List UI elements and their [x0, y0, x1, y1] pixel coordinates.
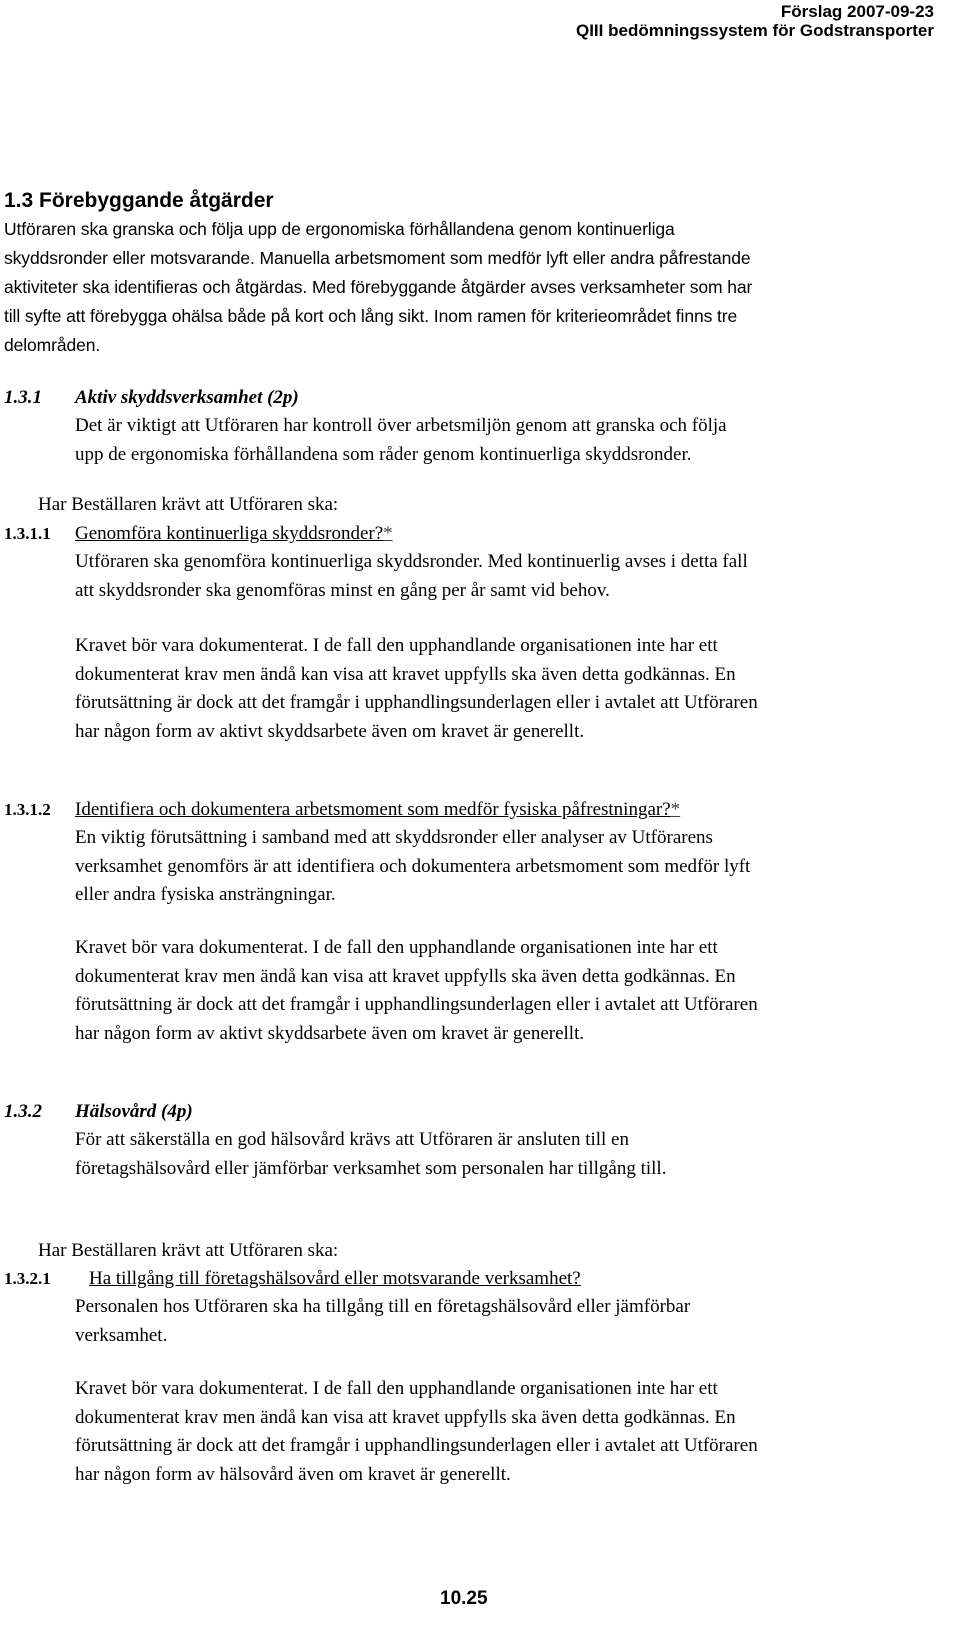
body-line: Personalen hos Utföraren ska ha tillgång till en företagshälsovård eller jämförbar	[75, 1296, 691, 1317]
body-line: verksamhet.	[75, 1324, 168, 1346]
body-line: upp de ergonomiska förhållandena som råder genom kontinuerliga skyddsronder.	[75, 443, 692, 465]
body-line: har någon form av aktivt skyddsarbete även om kravet är generellt.	[75, 720, 585, 742]
header-title: QIII bedömningssystem för Godstransporter	[575, 21, 934, 40]
requirement-2-text	[75, 824, 750, 910]
page-number: 10.25	[440, 1588, 488, 1609]
body-line: har någon form av hälsovård även om kravet är generellt.	[75, 1463, 511, 1485]
requirement-1-3-1-2	[4, 796, 681, 825]
body-line: att skyddsronder ska genomföras minst en gång per år samt vid behov.	[75, 579, 610, 601]
requirement-1-text	[75, 548, 748, 605]
requirement-title: Genomföra kontinuerliga skyddsronder?	[75, 523, 384, 544]
intro-line: skyddsronder eller motsvarande. Manuella arbetsmoment som medför lyft eller andra påfrestande	[4, 248, 751, 268]
body-line: verksamhet genomförs är att identifiera och dokumentera arbetsmoment som medför lyft	[75, 855, 751, 877]
body-line: företagshälsovård eller jämförbar verksamhet som personalen har tillgång till.	[75, 1157, 667, 1179]
body-line: En viktig förutsättning i samband med att skyddsronder eller analyser av Utförarens	[75, 827, 713, 848]
requirement-star: *	[670, 799, 681, 820]
requirement-1-doc	[75, 632, 758, 746]
subsection-heading-1	[4, 384, 299, 413]
question-intro-1: Har Beställaren krävt att Utföraren ska:	[38, 494, 339, 515]
requirement-number: 1.3.1.1	[4, 524, 51, 543]
body-line: Det är viktigt att Utföraren har kontroll över arbetsmiljön genom att granska och följa	[75, 415, 727, 436]
requirement-title: Identifiera och dokumentera arbetsmoment som medför fysiska påfrestningar?	[75, 799, 671, 820]
requirement-3-doc	[75, 1375, 758, 1489]
body-line: eller andra fysiska ansträngningar.	[75, 884, 336, 905]
body-line: dokumenterat krav men ändå kan visa att kravet uppfylls ska även detta godkännas. En	[75, 965, 736, 987]
body-line: Utföraren ska genomföra kontinuerliga skyddsronder. Med kontinuerlig avses i detta fall	[75, 551, 748, 572]
body-line: förutsättning är dock att det framgår i upphandlingsunderlagen eller i avtalet att Utföraren	[75, 692, 758, 713]
body-line: dokumenterat krav men ändå kan visa att kravet uppfylls ska även detta godkännas. En	[75, 663, 736, 685]
body-line: förutsättning är dock att det framgår i upphandlingsunderlagen eller i avtalet att Utföraren	[75, 1435, 758, 1456]
subsection-title: Aktiv skyddsverksamhet (2p)	[75, 387, 299, 408]
header-date: Förslag 2007-09-23	[780, 2, 934, 21]
requirement-number: 1.3.1.2	[4, 800, 51, 819]
question-intro-2: Har Beställaren krävt att Utföraren ska:	[38, 1240, 339, 1261]
body-line: För att säkerställa en god hälsovård krävs att Utföraren är ansluten till en	[75, 1129, 629, 1150]
section-heading: 1.3 Förebyggande åtgärder	[4, 189, 274, 212]
body-line: Kravet bör vara dokumenterat. I de fall den upphandlande organisationen inte har ett	[75, 937, 718, 958]
intro-line: aktiviteter ska identifieras och åtgärdas. Med förebyggande åtgärder avses verksamheter som har	[4, 277, 753, 297]
section-intro	[4, 215, 954, 360]
body-line: Kravet bör vara dokumenterat. I de fall den upphandlande organisationen inte har ett	[75, 1378, 718, 1399]
subsection-title: Hälsovård (4p)	[75, 1101, 193, 1122]
subsection-number: 1.3.1	[4, 387, 42, 408]
subsection-2-text	[75, 1126, 666, 1183]
body-line: har någon form av aktivt skyddsarbete även om kravet är generellt.	[75, 1022, 585, 1044]
requirement-1-3-1-1	[4, 520, 393, 549]
requirement-star: *	[383, 523, 393, 544]
body-line: förutsättning är dock att det framgår i upphandlingsunderlagen eller i avtalet att Utföraren	[75, 994, 758, 1015]
intro-line: delområden.	[4, 335, 101, 355]
requirement-2-doc	[75, 934, 758, 1048]
requirement-number: 1.3.2.1	[4, 1269, 51, 1288]
requirement-1-3-2-1	[4, 1265, 581, 1294]
subsection-1-text	[75, 412, 727, 469]
requirement-3-text	[75, 1293, 690, 1350]
body-line: dokumenterat krav men ändå kan visa att kravet uppfylls ska även detta godkännas. En	[75, 1406, 736, 1428]
intro-line: till syfte att förebygga ohälsa både på kort och lång sikt. Inom ramen för kriterieområdet finns tre	[4, 306, 738, 326]
intro-line: Utföraren ska granska och följa upp de ergonomiska förhållandena genom kontinuerliga	[4, 219, 675, 239]
subsection-heading-2	[4, 1098, 193, 1127]
body-line: Kravet bör vara dokumenterat. I de fall den upphandlande organisationen inte har ett	[75, 635, 718, 656]
requirement-title: Ha tillgång till företagshälsovård eller motsvarande verksamhet?	[89, 1268, 581, 1289]
subsection-number: 1.3.2	[4, 1101, 42, 1122]
